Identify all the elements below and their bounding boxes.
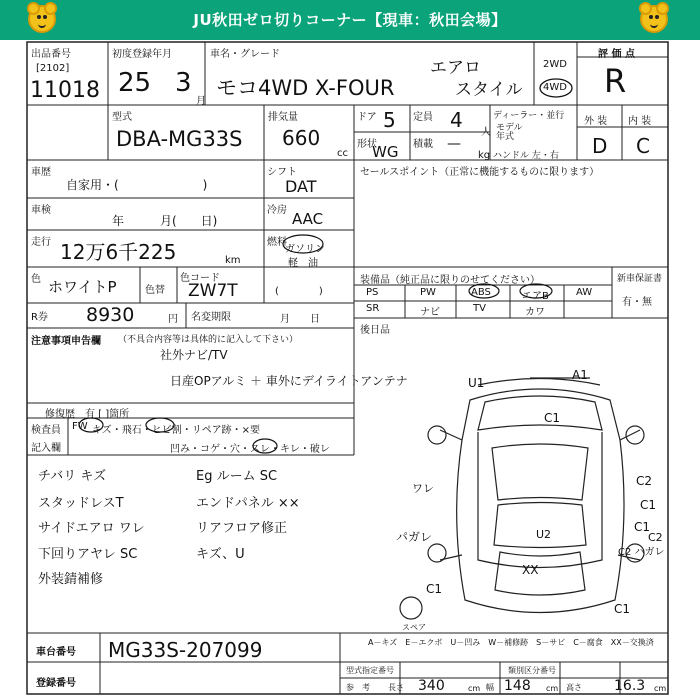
- type-num-label: 型式指定番号: [346, 666, 394, 675]
- capacity-value: 4: [450, 108, 463, 132]
- fw-label: FW: [72, 421, 88, 432]
- diagram-mark-a1: A1: [572, 368, 588, 382]
- name-change-label: 名変期限: [191, 312, 231, 323]
- capacity-label: 定員: [413, 112, 433, 123]
- ac-label: 冷房: [267, 205, 287, 216]
- chassis-value: MG33S-207099: [108, 638, 263, 662]
- reg-label: 初度登録年月: [112, 49, 172, 60]
- damage-legend: A－キズ E－エクボ U－凹み W－補修跡 S－サビ C－腐食 XX－交換済: [368, 638, 654, 647]
- grade-line2: スタイル: [455, 80, 523, 100]
- shape-label: 形状: [357, 139, 377, 150]
- width-unit: cm: [546, 684, 559, 693]
- ext-label: 外 装: [584, 116, 608, 127]
- load-value: —: [447, 136, 461, 152]
- fw-items: キズ・飛石・ヒビ割・リペア跡・×要: [92, 425, 260, 436]
- length-value: 340: [418, 678, 445, 694]
- color-label: 色: [31, 274, 41, 285]
- lot-label: 出品番号: [31, 49, 71, 60]
- class-num-label: 類別区分番号: [508, 666, 556, 675]
- notes-label: 注意事項申告欄: [31, 336, 101, 347]
- color-value: ホワイトP: [48, 278, 117, 296]
- lot-code: [2102]: [36, 63, 70, 74]
- grade-line1: エアロ: [430, 58, 481, 78]
- diagram-mark-c1-right: C1: [640, 498, 657, 512]
- handle-label: ハンドル 左・右: [493, 151, 559, 161]
- name-change-value: 月 日: [280, 314, 320, 325]
- equip-tv: TV: [473, 303, 486, 314]
- note-right-1: Eg ルーム SC: [196, 469, 278, 484]
- note-left-5: 外装錆補修: [38, 572, 104, 587]
- capacity-unit: 人: [481, 127, 491, 138]
- equip-airbag: エアB: [522, 291, 549, 302]
- equip-abs: ABS: [471, 287, 491, 298]
- int-label: 内 装: [628, 116, 652, 127]
- equip-aw: AW: [576, 287, 593, 298]
- note-right-3: リアフロア修正: [196, 521, 288, 536]
- ext-value: D: [592, 134, 608, 158]
- model-value: DBA-MG33S: [116, 127, 243, 151]
- fuel-other: ( ): [275, 286, 323, 297]
- diagram-mark-c1-right-2: C1: [634, 520, 651, 534]
- ac-value: AAC: [292, 210, 324, 228]
- shift-label: シフト: [267, 167, 297, 178]
- width-label: 幅: [486, 683, 494, 692]
- diagram-mark-c2-peel: C2 ハガレ: [618, 547, 665, 558]
- color-code-label: 色コード: [180, 273, 220, 284]
- dealer-label: ディーラー・並行: [493, 111, 565, 121]
- height-unit: cm: [654, 684, 667, 693]
- diagram-mark-u1: U1: [468, 376, 485, 390]
- note-left-1: チバリ キズ: [38, 469, 107, 484]
- diagram-mark-c1-rear-right: C1: [614, 602, 631, 616]
- recycle-label: R券: [31, 312, 48, 323]
- diagram-mark-xx: XX: [522, 563, 539, 577]
- diagram-spare-label: スペア: [402, 623, 426, 632]
- note-right-4: キズ、U: [196, 547, 245, 562]
- notes-line1: 社外ナビ/TV: [160, 348, 228, 362]
- sales-title: セールスポイント（正常に機能するものに限ります）: [360, 167, 600, 178]
- notes-sub: （不具合内容等は具体的に記入して下さい）: [118, 335, 299, 345]
- chassis-label: 車台番号: [36, 647, 76, 658]
- mileage-value: 12万6千225: [60, 240, 177, 264]
- inspector-label-1: 検査員: [31, 425, 61, 436]
- note-right-2: エンドパネル ××: [196, 496, 300, 511]
- mark-items: 凹み・コゲ・穴・スレ・キレ・破レ: [170, 444, 330, 455]
- reg-month-unit: 月: [196, 96, 206, 107]
- length-unit: cm: [468, 684, 481, 693]
- mileage-unit: km: [225, 255, 241, 266]
- diagram-mark-c2-right: C2: [636, 474, 653, 488]
- lot-number: 11018: [30, 78, 100, 103]
- warranty-label: 新車保証書: [617, 274, 663, 284]
- fuel-gas: ガソリン: [285, 244, 325, 255]
- load-label: 積載: [413, 139, 433, 150]
- diagram-mark-c1-rear-left: C1: [426, 582, 443, 596]
- drive-2wd: 2WD: [543, 59, 567, 70]
- equip-leather: カワ: [525, 307, 545, 318]
- cc-value: 660: [282, 126, 321, 150]
- rear-seat-label: 後日品: [360, 325, 390, 336]
- shape-value: WG: [372, 143, 399, 161]
- equip-sr: SR: [366, 303, 380, 314]
- drive-4wd: 4WD: [543, 82, 567, 93]
- diagram-mark-c2-right-2: C2: [648, 531, 663, 544]
- ref-label: 参 考: [346, 683, 370, 692]
- reg-month: 3: [175, 68, 192, 98]
- diagram-mark-peel-left: パガレ: [396, 530, 433, 544]
- warranty-value: 有・無: [622, 297, 652, 308]
- recycle-unit: 円: [168, 314, 178, 325]
- name-value: モコ4WD X-FOUR: [216, 76, 395, 100]
- mileage-label: 走行: [31, 237, 51, 248]
- color-code-value: ZW7T: [188, 281, 238, 301]
- purpose-value: 自家用・( ): [66, 178, 208, 192]
- purpose-label: 車歴: [31, 167, 51, 178]
- fuel-label: 燃料: [267, 237, 287, 248]
- color-change-label: 色替: [145, 285, 165, 296]
- load-unit: kg: [478, 150, 491, 161]
- score-value: R: [604, 62, 627, 100]
- score-label: 評 価 点: [598, 49, 635, 60]
- cc-label: 排気量: [268, 112, 298, 123]
- model-label: 型式: [112, 112, 132, 123]
- name-label: 車名・グレード: [210, 49, 280, 60]
- equip-navi: ナビ: [420, 307, 440, 318]
- repair-label: 修復歴 有 [ ]箇所: [45, 409, 130, 420]
- inspect-label: 車検: [31, 205, 51, 216]
- door-label: ドア: [357, 112, 377, 123]
- page-title: JU秋田ゼロ切りコーナー【現車：秋田会場】: [193, 11, 507, 29]
- cc-unit: cc: [337, 148, 348, 159]
- fuel-diesel: 軽 油: [288, 258, 318, 269]
- diagram-mark-crack: ワレ: [412, 482, 434, 495]
- equip-title: 装備品（純正品に限りのせてください）: [360, 275, 540, 286]
- note-left-3: サイドエアロ ワレ: [38, 521, 145, 536]
- diagram-mark-u2: U2: [536, 528, 552, 541]
- notes-line2: 日産OPアルミ ＋ 車外にデイライトアンテナ: [170, 374, 408, 388]
- recycle-value: 8930: [86, 304, 135, 326]
- height-value: 16.3: [614, 678, 646, 694]
- diagram-mark-c1-front: C1: [544, 411, 561, 425]
- inspect-value: 年 月( 日): [112, 214, 218, 228]
- equip-pw: PW: [420, 287, 436, 298]
- model-year-label: モデル 年式: [496, 123, 523, 142]
- length-label: 長さ: [388, 683, 404, 692]
- note-left-4: 下回りアヤレ SC: [38, 547, 138, 562]
- inspector-label-2: 記入欄: [31, 443, 61, 454]
- door-value: 5: [383, 108, 396, 132]
- shift-value: DAT: [285, 177, 317, 196]
- reg-no-label: 登録番号: [36, 678, 76, 689]
- width-value: 148: [504, 678, 531, 694]
- equip-ps: PS: [366, 287, 379, 298]
- int-value: C: [636, 134, 650, 158]
- reg-year: 25: [118, 68, 152, 98]
- height-label: 高さ: [566, 683, 582, 692]
- note-left-2: スタッドレスT: [38, 496, 124, 511]
